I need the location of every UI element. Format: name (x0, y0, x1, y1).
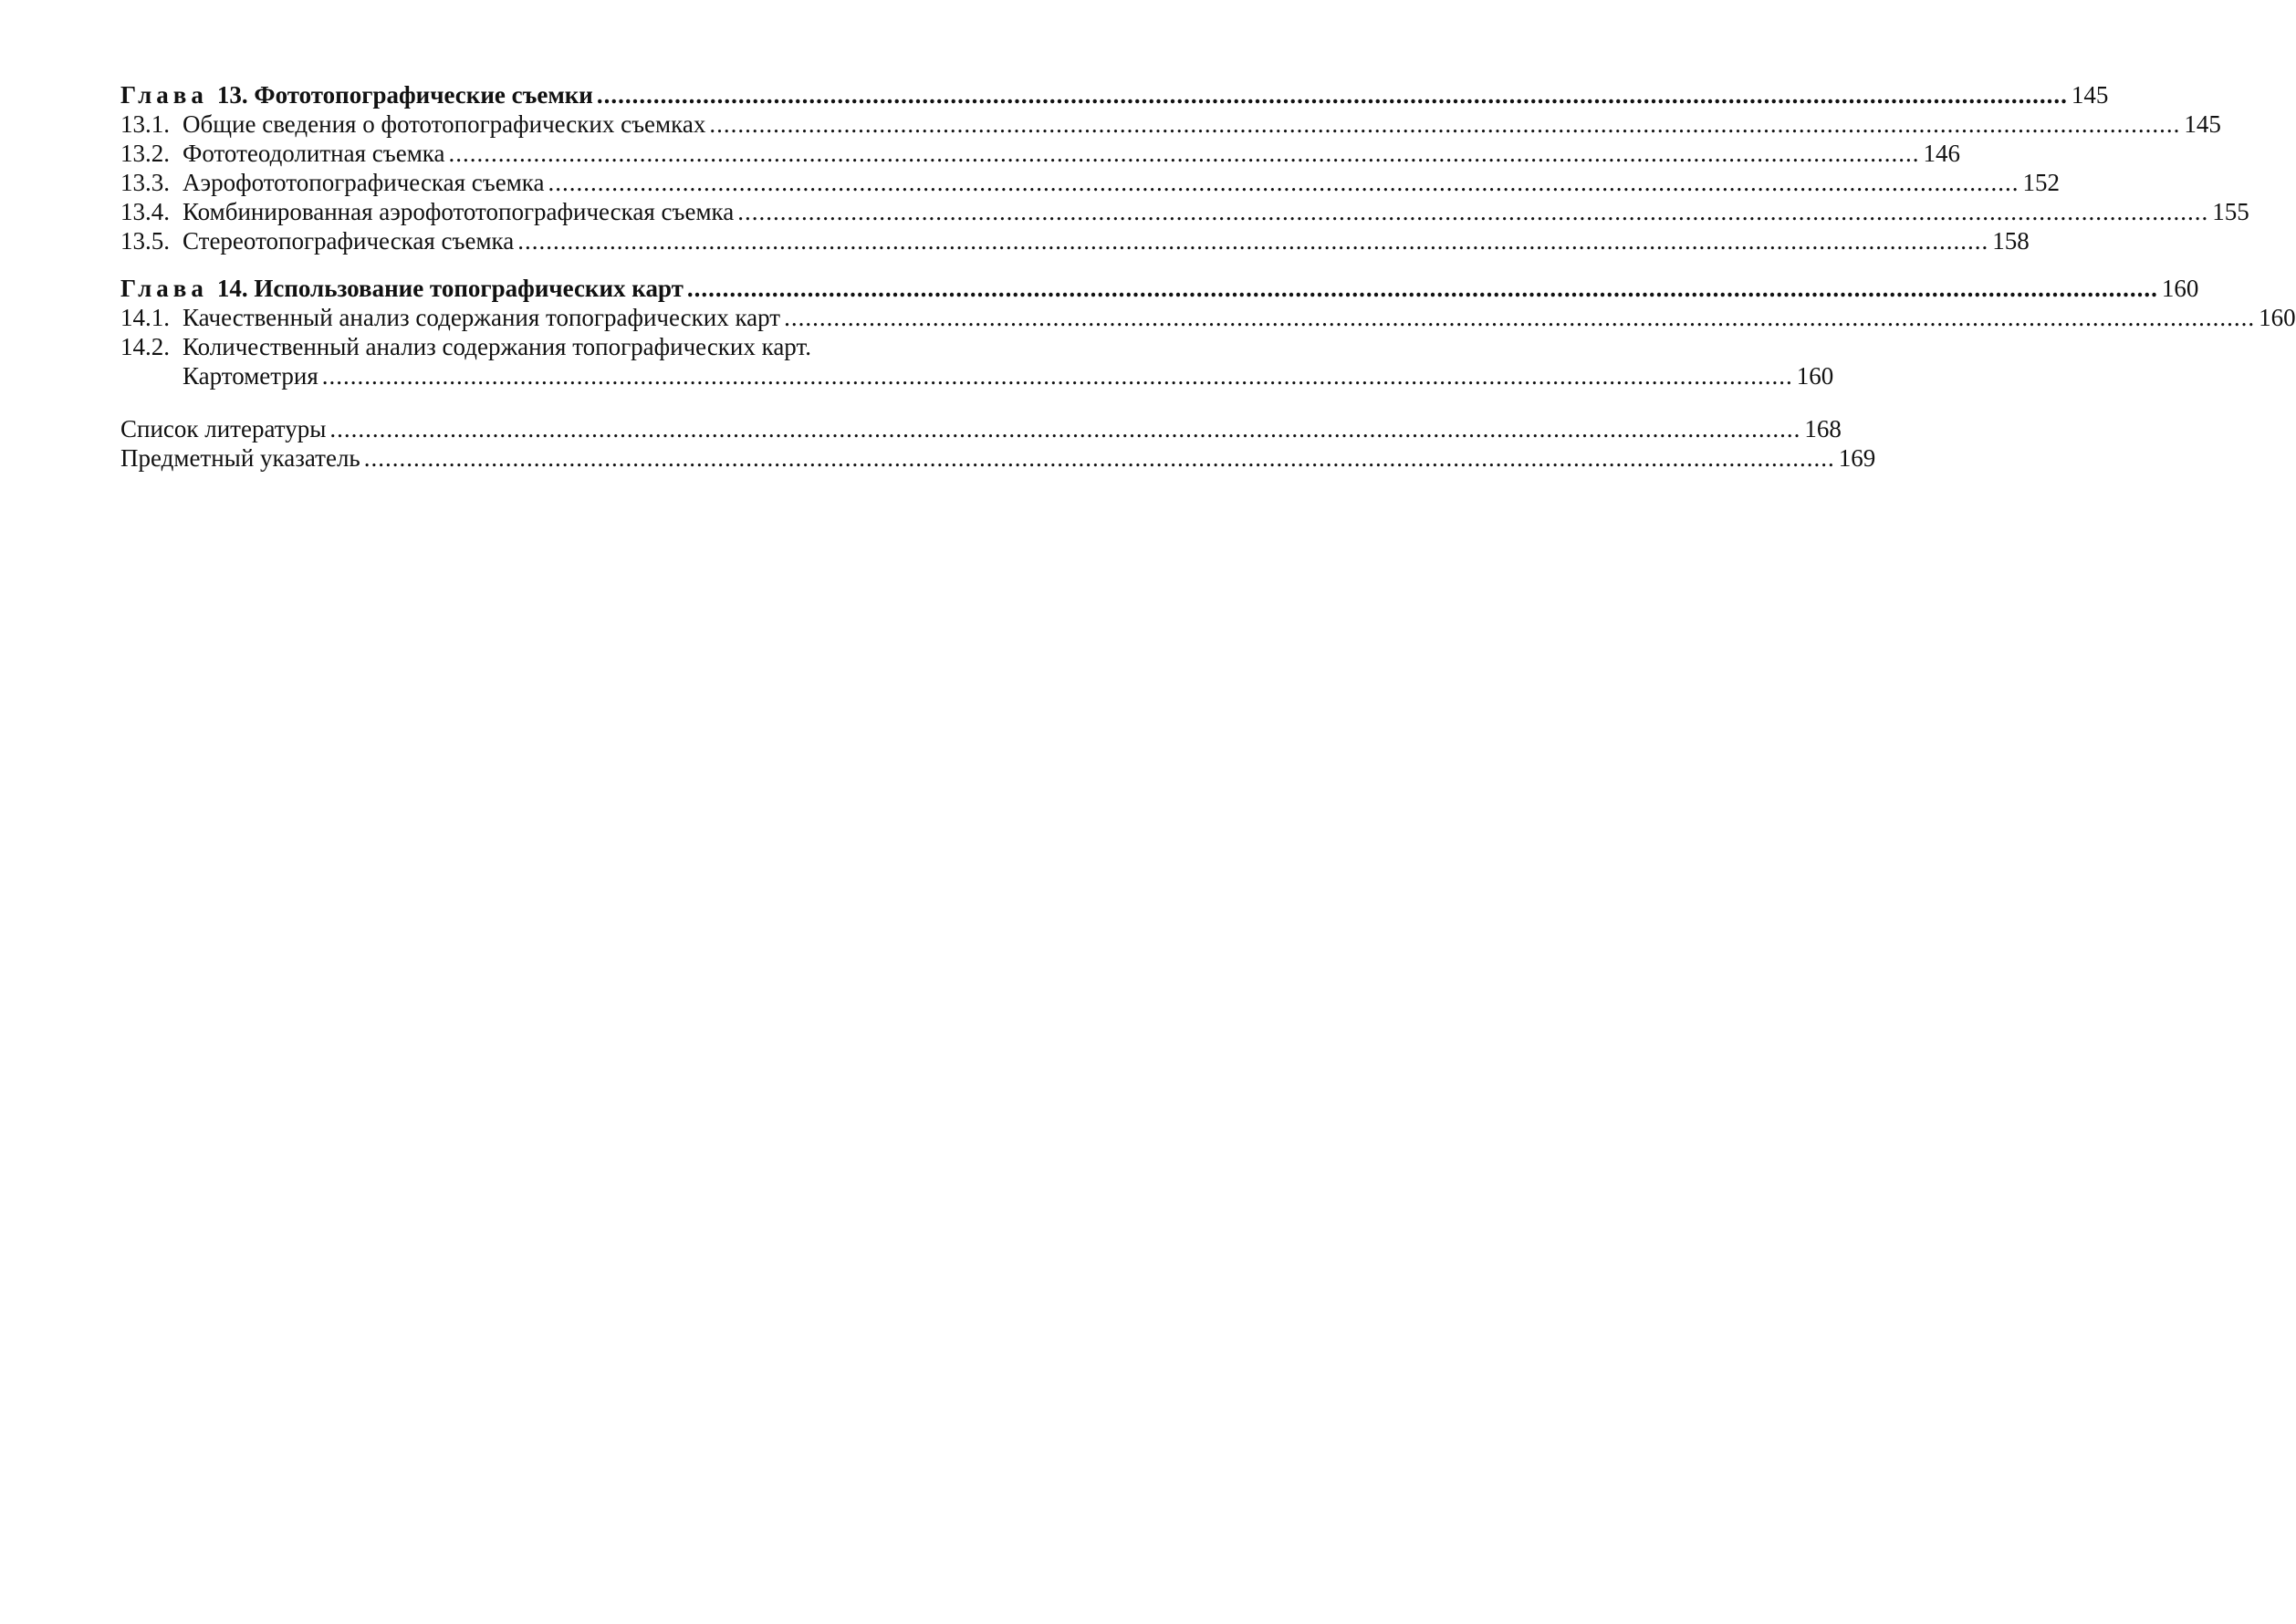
toc-entry-13-4[interactable] (120, 197, 2249, 226)
entry-title: Качественный анализ содержания топографических карт (183, 304, 781, 331)
leader-dots (709, 109, 2180, 139)
page-number: 160 (2161, 275, 2199, 302)
chapter-title: Фототопографические съемки (254, 81, 593, 109)
page-number: 146 (1923, 140, 1960, 167)
entry-number: 13.2. (120, 140, 170, 167)
page-number: 155 (2212, 198, 2249, 225)
toc-entry-13-3[interactable] (120, 168, 2060, 197)
leader-dots (448, 139, 1919, 168)
entry-title: Комбинированная аэрофототопографическая съемка (183, 198, 735, 225)
entry-number: 13.3. (120, 169, 170, 196)
chapter-prefix: Глава (120, 275, 208, 302)
entry-title-continuation: Картометрия (183, 362, 318, 390)
toc-entry-14-2[interactable] (120, 332, 1834, 390)
toc-entry-bibliography[interactable] (120, 414, 1842, 443)
leader-dots (597, 80, 2068, 109)
entry-title: Список литературы (120, 415, 327, 442)
toc-entry-13-2[interactable] (120, 139, 1960, 168)
entry-title: Общие сведения о фототопографических съемках (183, 110, 706, 138)
chapter-title: Использование топографических карт (254, 275, 684, 302)
entry-title: Аэрофототопографическая съемка (183, 169, 545, 196)
chapter-prefix: Глава (120, 81, 208, 109)
table-of-contents (120, 80, 2296, 473)
entry-number: 13.4. (120, 198, 170, 225)
entry-title: Стереотопографическая съемка (183, 227, 515, 255)
chapter-number: 13. (216, 81, 248, 109)
leader-dots (548, 168, 2019, 197)
page-number: 145 (2071, 81, 2109, 109)
leader-dots (329, 414, 1800, 443)
leader-dots (364, 443, 1835, 473)
toc-entry-subject-index[interactable] (120, 443, 1876, 473)
page-number: 152 (2022, 169, 2060, 196)
chapter-14-heading[interactable] (120, 274, 2199, 303)
page-number: 145 (2184, 110, 2221, 138)
entry-title: Фототеодолитная съемка (183, 140, 445, 167)
toc-entry-13-1[interactable] (120, 109, 2221, 139)
page-number: 168 (1804, 415, 1842, 442)
leader-dots (737, 197, 2208, 226)
leader-dots (517, 226, 1988, 255)
page-number: 160 (1796, 362, 1834, 390)
chapter-13-heading[interactable] (120, 80, 2109, 109)
entry-title: Количественный анализ содержания топографических карт. (183, 333, 811, 360)
leader-dots (784, 303, 2255, 332)
entry-number: 14.2. (120, 333, 170, 360)
entry-title: Предметный указатель (120, 444, 360, 472)
leader-dots (687, 274, 2158, 303)
leader-dots (322, 361, 1793, 390)
page-number: 160 (2259, 304, 2296, 331)
page-number: 158 (1992, 227, 2030, 255)
chapter-number: 14. (216, 275, 248, 302)
entry-number: 14.1. (120, 304, 170, 331)
entry-number: 13.5. (120, 227, 170, 255)
toc-entry-14-1[interactable] (120, 303, 2296, 332)
entry-number: 13.1. (120, 110, 170, 138)
toc-entry-13-5[interactable] (120, 226, 2030, 255)
page-number: 169 (1838, 444, 1876, 472)
